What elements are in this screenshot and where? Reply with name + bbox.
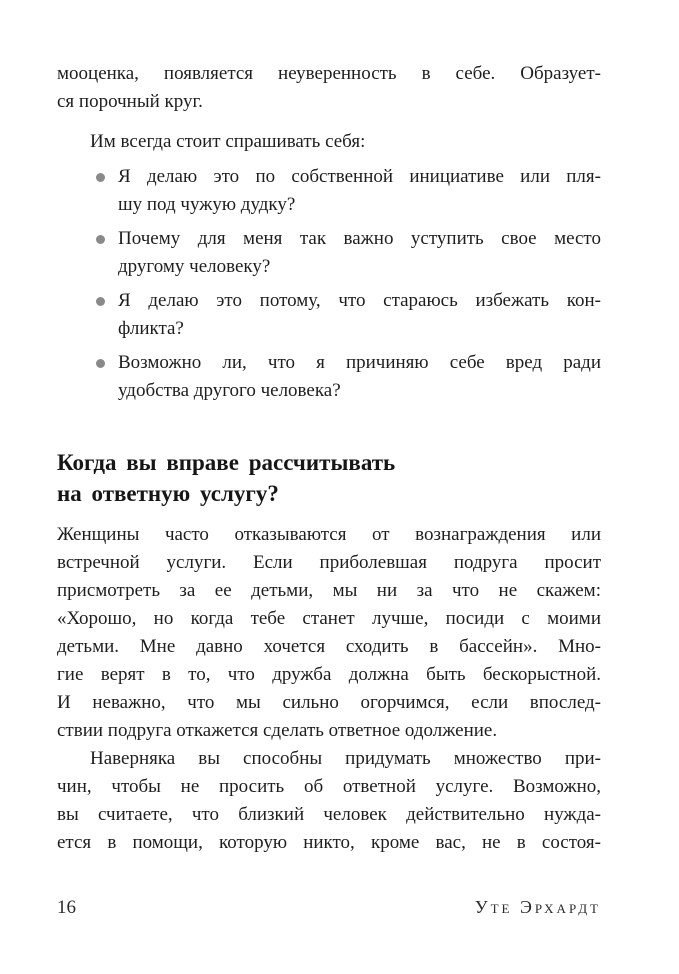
- prompt-line: Им всегда стоит спрашивать себя:: [90, 131, 366, 152]
- text-line: И неважно, что мы сильно огорчимся, если впослед-: [57, 692, 601, 713]
- bullet-list: [57, 163, 601, 405]
- text-line: гие верят в то, что дружба должна быть бескорыстной.: [57, 664, 601, 685]
- bullet-text: [118, 287, 601, 343]
- bullet-item: [57, 287, 601, 343]
- bullet-marker: [57, 287, 118, 343]
- bullet-marker: [57, 163, 118, 219]
- text-line: удобства другого человека?: [118, 380, 341, 401]
- text-line: мооценка, появляется неуверенность в себе. Образует-: [57, 63, 601, 84]
- bullet-text: [118, 349, 601, 405]
- text-line: Возможно ли, что я причиняю себе вред ради: [118, 352, 601, 373]
- bullet-marker: [57, 349, 118, 405]
- text-line: ется в помощи, которую никто, кроме вас, не в состоя-: [57, 832, 601, 853]
- page-footer: [57, 893, 601, 922]
- section-heading: [57, 447, 601, 509]
- bullet-item: [57, 225, 601, 281]
- text-line: Я делаю это потому, что стараюсь избежать кон-: [118, 290, 601, 311]
- page-number: 16: [57, 897, 76, 918]
- text-line: шу под чужую дудку?: [118, 194, 296, 215]
- paragraph-closing: [57, 745, 601, 857]
- text-line: Наверняка вы способны придумать множество при-: [90, 748, 601, 769]
- text-line: Я делаю это по собственной инициативе или пля-: [118, 166, 601, 187]
- bullet-item: [57, 349, 601, 405]
- bullet-icon: [96, 297, 105, 306]
- text-line: Почему для меня так важно уступить свое место: [118, 228, 601, 249]
- running-head-author: Уте Эрхардт: [474, 897, 601, 917]
- text-line: другому человеку?: [118, 256, 271, 277]
- text-line: Женщины часто отказываются от вознаграждения или: [57, 524, 601, 545]
- bullet-icon: [96, 235, 105, 244]
- bullet-text: [118, 225, 601, 281]
- paragraph-opening: [57, 60, 601, 116]
- text-line: ствии подруга откажется сделать ответное одолжение.: [57, 720, 498, 741]
- text-line: вы считаете, что близкий человек действительно нужда-: [57, 804, 601, 825]
- heading-line: на ответную услугу?: [57, 481, 279, 506]
- text-line: ся порочный круг.: [57, 91, 203, 112]
- heading-line: Когда вы вправе рассчитывать: [57, 450, 396, 475]
- bullet-item: [57, 163, 601, 219]
- bullet-text: [118, 163, 601, 219]
- text-line: «Хорошо, но когда тебе станет лучше, посиди с моими: [57, 608, 601, 629]
- bullet-icon: [96, 173, 105, 182]
- bullet-marker: [57, 225, 118, 281]
- text-line: фликта?: [118, 318, 184, 339]
- text-line: присмотреть за ее детьми, мы ни за что не скажем:: [57, 580, 601, 601]
- bullet-icon: [96, 359, 105, 368]
- text-line: чин, чтобы не просить об ответной услуге. Возможно,: [57, 776, 601, 797]
- text-line: встречной услуги. Если приболевшая подруга просит: [57, 552, 601, 573]
- text-line: детьми. Мне давно хочется сходить в бассейн». Мно-: [57, 636, 601, 657]
- paragraph-main: [57, 521, 601, 745]
